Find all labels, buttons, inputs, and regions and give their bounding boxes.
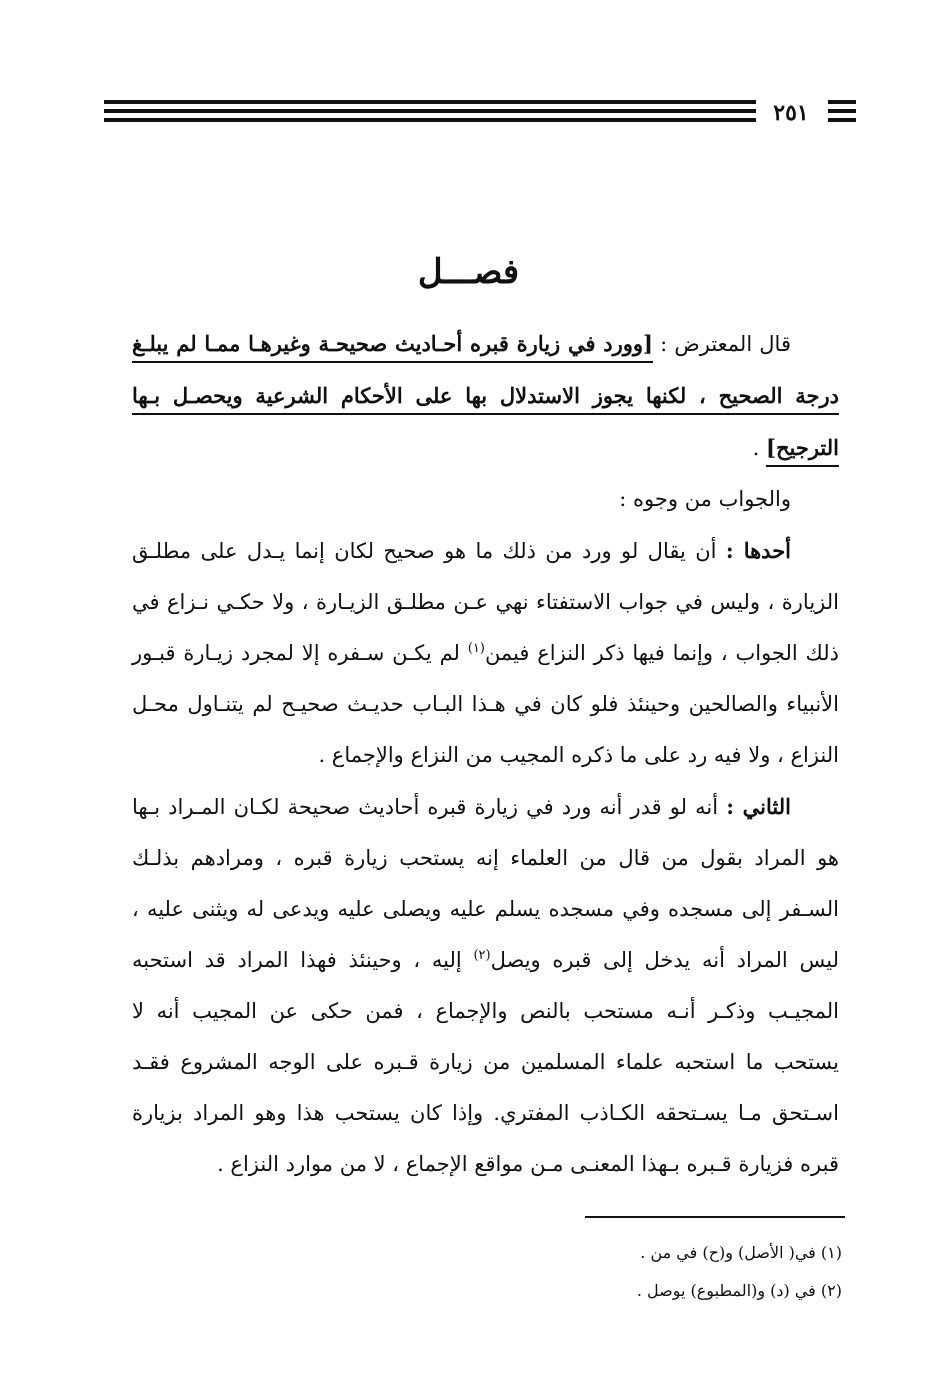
footnote-ref-2: (٢) xyxy=(473,948,491,963)
second-point-text-cont: إليه ، وحينئذ فهذا المراد قد استحبه المجيـب وذكـر أنـه مستحب بالنص والإجماع ، فمن حكى عن المجيب أنه لا يستحب ما استحبه علماء المسلمين من زيارة قـبره على الوجه المشروع فقـد اسـتحق مـا يسـتحقه الكـاذب المفتري. وإذا كان يستحب هذا وهو المراد بزيارة قبره فزيارة قـبره بـهذا المعنـى مـن مواقع الإجماع ، لا من موارد النزاع . xyxy=(132,948,839,1176)
header-rule xyxy=(828,118,856,122)
footnotes xyxy=(132,1234,842,1310)
page-header xyxy=(104,98,856,132)
second-point-paragraph xyxy=(132,781,839,1190)
first-point-text: أن يقال لو ورد من ذلك ما هو صحيح لكان إنما يـدل على مطلـق الزيارة ، وليس في جواب الاستفتاء نهي عـن مطلـق الزيـارة ، ولا حكـي نـزاع في ذلك الجواب ، وإنما فيها ذكر النزاع فيمن xyxy=(132,539,839,665)
footnote-separator xyxy=(585,1216,845,1218)
header-rule xyxy=(104,118,756,122)
first-point-text-cont: لم يكـن سـفره إلا لمجرد زيـارة قبـور الأنبياء والصالحين وحينئذ فلو كان في هـذا البـاب حديـث صحيـح لم يتنـاول محـل النزاع ، ولا فيه رد على ما ذكره المجيب من النزاع والإجماع . xyxy=(132,641,839,767)
second-point-label: الثاني : xyxy=(726,794,791,819)
header-rule xyxy=(104,109,756,113)
header-rule xyxy=(104,100,756,104)
objection-speaker: قال المعترض : xyxy=(660,332,791,356)
page-number: ٢٥١ xyxy=(773,100,809,126)
objection-quote: [وورد في زيارة قبره أحـاديث صحيحـة وغيرهـا ممـا لم يبلـغ درجة الصحيح ، لكنها يجوز الاستدلال بها على الأحكام الشرعية ويحصـل بـها الترجيح] xyxy=(132,331,839,460)
first-point-paragraph xyxy=(132,525,839,781)
header-rule xyxy=(828,100,856,104)
header-rule xyxy=(828,109,856,113)
footnote-ref-1: (١) xyxy=(467,641,485,656)
section-title: فصـــل xyxy=(417,252,520,292)
answer-intro: والجواب من وجوه : xyxy=(619,487,791,511)
first-point-label: أحدها : xyxy=(725,538,792,563)
objection-end: . xyxy=(752,436,760,460)
objection-paragraph xyxy=(132,318,839,474)
footnote-1: (١) في( الأصل) و(ح) في من . xyxy=(640,1243,842,1262)
second-point-text: أنه لو قدر أنه ورد في زيارة قبره أحاديث صحيحة لكـان المـراد بـها هو المراد بقول من قال من العلماء إنه يستحب زيارة قبره ، ومرادهم بذلـك السـفر إلى مسجده وفي مسجده يسلم عليه ويصلى عليه ويدعى له ويثنى عليه ، ليس المراد أنه يدخل إلى قبره ويصل xyxy=(132,795,839,972)
main-text xyxy=(132,318,839,1190)
footnote-2: (٢) في (د) و(المطبوع) يوصل . xyxy=(636,1281,842,1300)
